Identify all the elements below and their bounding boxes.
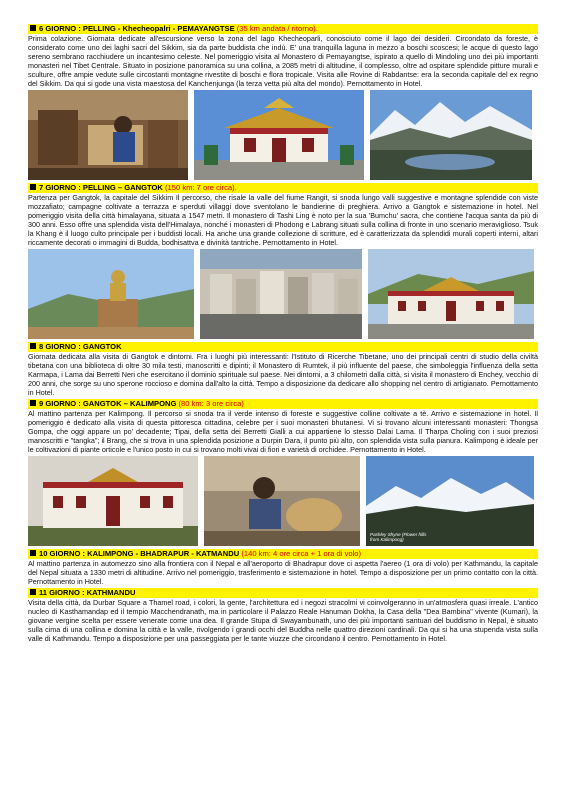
bullet-square-icon (30, 184, 36, 190)
photo-kalimpong-monastery (28, 456, 198, 546)
photo-row-1 (28, 90, 538, 180)
day-10-text: Al mattino partenza in automezzo sino alla frontiera con il Nepal e all'aeroporto di Bhadrapur dove ci aspetta l'aereo (1 ora di volo) per Kathmandu, la capitale del Nepal situata a 1330 metri di altitudine. Arrivo nel pomeriggio, trasferimento e sistemazione in hotel. Tempo a disposizione per un primo contatto con la città. Pernottamento in Hotel. (28, 559, 538, 586)
day-10-distance: (140 km: 4 ore circa + 1 ora di volo) (241, 549, 362, 558)
day-7-header: 7 GIORNO : PELLING – GANGTOK (150 km: 7 ore circa). (28, 183, 538, 193)
day-6-distance: (35 km andata / ritorno). (236, 24, 318, 33)
day-11-header: 11 GIORNO : KATHMANDU (28, 588, 538, 598)
day-9-distance: (80 km: 3 ore circa) (178, 399, 244, 408)
day-10-header: 10 GIORNO : KALIMPONG - BHADRAPUR - KATMANDU (140 km: 4 ore circa + 1 ora di volo) (28, 549, 538, 559)
day-7-distance: (150 km: 7 ore circa). (165, 183, 237, 192)
photo-row-3 (28, 456, 538, 546)
bullet-square-icon (30, 25, 36, 31)
day-8-text: Giornata dedicata alla visita di Gangtok e dintorni. Fra i luoghi più interessanti: l'Istituto di Ricerche Tibetane, uno dei principali centri di studio della civiltà tibetana con una biblioteca di oltre 30 mila testi, manoscritti e dipinti; il Monastero di Rumtek, il più influente del paese, che simboleggia l'influenza della setta Karmapa, i Lama dai Berretti Neri che esercitano il dominio spirituale sul paese. Nei dintorni, a 3 chilometri dalla città, si visita il monastero di Enchey, vecchio di 200 anni, che sorge su uno sperone roccioso e domina dall'alto la città. Tempo a disposizione da dedicare allo shopping nel centro di artigianato. Pernottamento in Hotel. (28, 352, 538, 397)
photo-flower-hills (366, 456, 534, 546)
photo-buddha-statue (28, 249, 194, 339)
photo-basket-weaver (204, 456, 360, 546)
bullet-square-icon (30, 400, 36, 406)
day-7-text: Partenza per Gangtok, la capitale del Sikkim Il percorso, che risale la valle del fiume Rangit, si snoda lungo valli suggestive e montagne splendide con viste mozzafiato; campagne coltivate a terrazza e sperduti villaggi dove sventolano le bandierine di preghiera. Arrivo a Gangtok e sistemazione in hotel. Nel pomeriggio visita della città himalayana, situata a 1547 metri. Il monastero di Tashi Ling è noto per la sua 'Bumchu' sacra, che contiene l'acqua santa da più di 300 anni. Esso offre una splendida vista dell'Himalaya, nonché i monasteri di Phodong e Labrang situati sulla collina di fronte in uno scenario meraviglioso. Tsuk la Khang è il luogo culto principale per i buddisti locali. Ha anche una grande collezione di scritture, ed è caratterizzata da splendidi murali coperti interni, altari riccamente decorati o immagini di Budda, bodhisattva e divinità tantriche. Pernottamento in Hotel. (28, 193, 538, 247)
day-9-header: 9 GIORNO : GANGTOK – KALIMPONG (80 km: 3 ore circa) (28, 399, 538, 409)
bullet-square-icon (30, 343, 36, 349)
bullet-square-icon (30, 550, 36, 556)
day-6-header: 6 GIORNO : PELLING - Khecheopalri - PEMAYANGTSE (35 km andata / ritorno). (28, 24, 538, 34)
photo-pemayangtse-monastery (194, 90, 364, 180)
photo-row-2 (28, 249, 538, 339)
day-8-header: 8 GIORNO : GANGTOK (28, 342, 538, 352)
photo-gangtok-city (200, 249, 362, 339)
photo-himalaya-lake (370, 90, 532, 180)
photo-weaving-workshop (28, 90, 188, 180)
bullet-square-icon (30, 589, 36, 595)
day-6-text: Prima colazione. Giornata dedicate all'escursione verso la zona del lago Khecheoparli, conosciuto come il lago dei desideri. Circondato da foreste, è considerato come uno dei laghi sacri del Sikkim, sia da parte buddista che indù. E' una tranquilla laguna in mezzo a boschi scoscesi; le acque di questo lago sereno sembrano racchiudere un incantesimo celeste. Nel pomeriggio visita al Monastero di Pemayangtse, ispirato a quello di Mindoling uno dei più importanti monasteri nel Tibet Centrale. Situato in posizione panoramica su una collina, a 2085 metri di altitudine, il complesso, oltre ad ospitare splendide pitture murali e sculture, offre ampie vedute sulle circostanti montagne rivestite di boschi e flora tropicale. Visita alle Rovine di Rabdantse: era la seconda capitale del ex regno del Sikkim. Da qui si gode una vista maestosa del Kanchenjunga (la terza vetta più alta del mondo). Pernottamento in Hotel. (28, 34, 538, 88)
photo-caption: Pashley Shyne (Flower hills from Kalimpong) (370, 531, 427, 542)
day-9-text: Al mattino partenza per Kalimpong. Il percorso si snoda tra il verde intenso di foreste e suggestive colline coltivate a tè. Arrivo e sistemazione in hotel. Il pomeriggio è dedicato alla visita di questa pittoresca cittadina, celebre per i suoi monasteri bhutanesi. Vi si trovano alcuni interessanti monasteri: Thongsa Gompa, che oggi appare un po' decadente; Tipai, della setta dei Berretti Gialli a cui appartiene lo stesso Dalai Lama. Il Tharpa Choling con i suoi preziosi manoscritti e "tangka"; il Brang, che si trova in una splendida posizione a Durpin Dara, il punto più alto, con splendida vista sulla pianura. Kalimpong è ideale per le coltivazioni di piante orticole e l'unico posto in cui si trovano molti vivai di fiori e varietà di orchidee. Pernottamento in Hotel. (28, 409, 538, 454)
itinerary-page (28, 24, 538, 645)
day-11-text: Visita della città, da Durbar Square a Thamel road, i colori, la gente, l'architettura ed i negozi stracolmi vi coinvolgeranno in un'atmosfera quasi irreale. L'antico nucleo di Kasthamandap ed il tempio Macchendranath, ma in particolare il Palazzo Reale Hanuman Dokha, la Casa della "Dea Bambina" vivente (Kumari), la giovane vergine scelta per essere venerate come una dea. Il grande Stupa di Swayambunath, uno dei più importanti santuari del buddismo in Nepal, è situato sulla cima di una collina e domina la città e la valle, rivolgendo i grandi occhi del Buddha nelle quattro direzioni cardinali. Da qui si ha una stupenda vista sulla valle di Kathmandu. Tempo a disposizione per una passeggiata per le tante viuzze che circondano il centro. Pernottamento in Hotel. (28, 598, 538, 643)
photo-rumtek-monastery (368, 249, 534, 339)
